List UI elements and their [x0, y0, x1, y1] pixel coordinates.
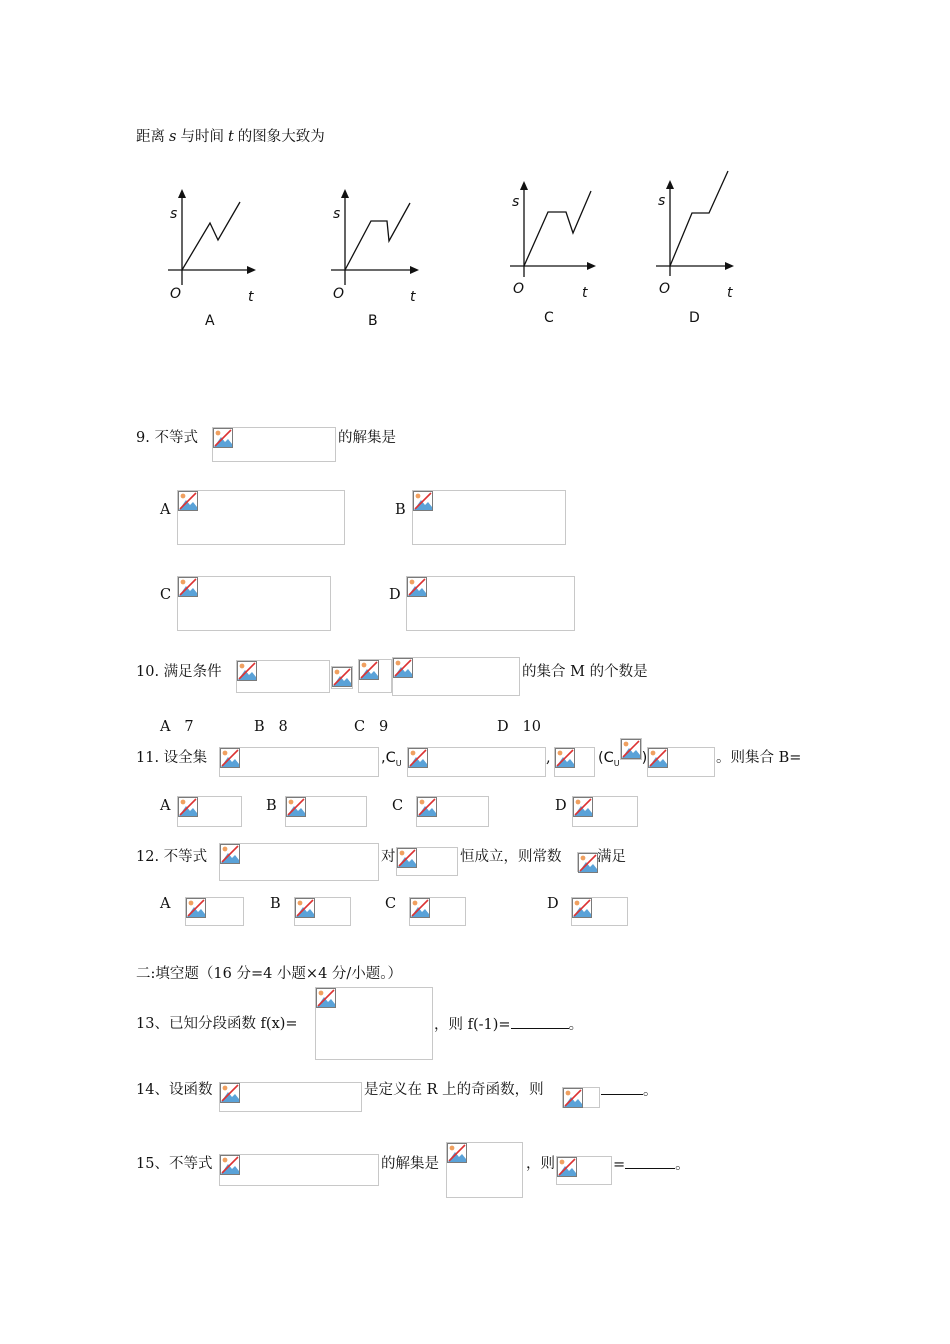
- q12-tail: 满足: [597, 849, 626, 865]
- broken-image-icon: [413, 491, 433, 511]
- broken-image-icon: [220, 748, 240, 768]
- q13-formula-image: [315, 987, 433, 1060]
- q13-prefix: 13、已知分段函数 f(x)=: [136, 1016, 298, 1032]
- broken-image-icon: [186, 898, 206, 918]
- q11-complement-2: ($C_U$ ): [598, 750, 648, 768]
- q11-option-a-letter: A: [160, 798, 171, 814]
- q14-prefix: 14、设函数: [136, 1082, 213, 1098]
- broken-image-icon: [572, 898, 592, 918]
- q14-answer-line: 。: [601, 1080, 658, 1101]
- q15-formula-image-3: [556, 1156, 612, 1185]
- graph-c-s-label: s: [512, 194, 520, 210]
- q9-option-c-image: [177, 576, 331, 631]
- q13-answer-blank[interactable]: [511, 1014, 569, 1029]
- broken-image-icon: [178, 491, 198, 511]
- graph-a-s-label: s: [170, 206, 178, 222]
- q9-number: 9. 不等式: [136, 430, 198, 446]
- q15-answer-line: = 。: [613, 1154, 690, 1175]
- q10-number: 10. 满足条件: [136, 664, 222, 680]
- broken-image-icon: [410, 898, 430, 918]
- broken-image-icon: [393, 658, 413, 678]
- q11-number: 11. 设全集: [136, 750, 208, 766]
- broken-image-icon: [332, 667, 352, 687]
- q12-option-d-image: [571, 897, 628, 926]
- graph-b-s-label: s: [333, 206, 341, 222]
- broken-image-icon: [648, 748, 668, 768]
- q12-suffix: 恒成立，则常数: [460, 849, 562, 865]
- broken-image-icon: [397, 848, 417, 868]
- q9-option-b-letter: B: [395, 502, 406, 518]
- q11-comma-2: ,: [546, 750, 551, 766]
- graph-a-t-label: t: [248, 289, 254, 305]
- q11-option-b-image: [285, 796, 367, 827]
- graph-d: [648, 168, 758, 293]
- broken-image-icon: [220, 844, 240, 864]
- graph-c-origin: O: [513, 281, 525, 297]
- q12-mid: 对: [381, 849, 396, 865]
- broken-image-icon: [359, 660, 379, 680]
- q11-formula-image-5: [647, 747, 715, 777]
- graph-b-origin: O: [333, 286, 345, 302]
- q12-option-d-letter: D: [547, 896, 559, 912]
- q10-option-b: B 8: [254, 719, 288, 735]
- q10-formula-image-1: [236, 660, 330, 693]
- broken-image-icon: [407, 577, 427, 597]
- q9-option-d-image: [406, 576, 575, 631]
- q9-option-b-image: [412, 490, 566, 545]
- q11-formula-image-1: [219, 747, 379, 777]
- q10-formula-image-2: [331, 666, 353, 689]
- q12-formula-image-1: [219, 843, 379, 881]
- q14-answer-blank[interactable]: [601, 1080, 643, 1095]
- q9-formula-image: [212, 427, 336, 462]
- q12-option-a-letter: A: [160, 896, 171, 912]
- q9-option-a-letter: A: [160, 502, 171, 518]
- graph-a-origin: O: [170, 286, 182, 302]
- q10-formula-image-4: [392, 657, 520, 696]
- q10-option-d: D 10: [497, 719, 541, 735]
- q15-answer-blank[interactable]: [625, 1154, 675, 1169]
- graph-d-caption: D: [689, 310, 700, 326]
- q9-option-d-letter: D: [389, 587, 401, 603]
- q12-option-c-letter: C: [385, 896, 397, 912]
- q11-option-b-letter: B: [266, 798, 277, 814]
- broken-image-icon: [578, 853, 598, 873]
- broken-image-icon: [213, 428, 233, 448]
- broken-image-icon: [295, 898, 315, 918]
- q15-formula-image-2: [446, 1142, 523, 1198]
- graph-c-t-label: t: [582, 285, 588, 301]
- graph-d-origin: O: [659, 281, 671, 297]
- q10-formula-image-3: [358, 659, 392, 693]
- q11-option-c-image: [416, 796, 489, 827]
- q11-option-c-letter: C: [392, 798, 404, 814]
- q12-option-b-image: [294, 897, 351, 926]
- broken-image-icon: [447, 1143, 467, 1163]
- broken-image-icon: [563, 1088, 583, 1108]
- broken-image-icon: [573, 797, 593, 817]
- q9-option-c-letter: C: [160, 587, 172, 603]
- graph-a-caption: A: [205, 313, 215, 329]
- q12-option-b-letter: B: [270, 896, 281, 912]
- q15-formula-image-1: [219, 1154, 379, 1186]
- broken-image-icon: [408, 748, 428, 768]
- q10-option-a: A 7: [160, 719, 194, 735]
- q11-option-d-image: [572, 796, 638, 827]
- q14-formula-image-2: [562, 1087, 600, 1108]
- graph-b-t-label: t: [410, 289, 416, 305]
- q13-answer-line: ，则 f(-1)= 。: [434, 1014, 583, 1035]
- graph-d-t-label: t: [727, 285, 733, 301]
- q10-suffix: 的集合 M 的个数是: [522, 664, 648, 680]
- q12-option-c-image: [409, 897, 466, 926]
- broken-image-icon: [417, 797, 437, 817]
- q11-formula-image-3: [554, 747, 595, 777]
- q11-formula-image-4: [620, 738, 642, 760]
- broken-image-icon: [220, 1155, 240, 1175]
- q14-formula-image-1: [219, 1082, 362, 1112]
- q12-option-a-image: [185, 897, 244, 926]
- graph-b-caption: B: [368, 313, 378, 329]
- section-2-title: 二:填空题（16 分=4 小题×4 分/小题。）: [136, 966, 403, 982]
- broken-image-icon: [178, 577, 198, 597]
- broken-image-icon: [237, 661, 257, 681]
- broken-image-icon: [178, 797, 198, 817]
- q11-suffix: 。则集合 B=: [716, 750, 802, 766]
- q12-formula-image-3: [577, 852, 597, 872]
- broken-image-icon: [286, 797, 306, 817]
- q12-number: 12. 不等式: [136, 849, 208, 865]
- q11-option-a-image: [177, 796, 242, 827]
- q11-option-d-letter: D: [555, 798, 567, 814]
- q14-mid: 是定义在 R 上的奇函数，则: [364, 1082, 544, 1098]
- q10-option-c: C 9: [354, 719, 389, 735]
- graph-d-s-label: s: [658, 193, 666, 209]
- broken-image-icon: [555, 748, 575, 768]
- q9-suffix: 的解集是: [338, 430, 396, 446]
- broken-image-icon: [316, 988, 336, 1008]
- broken-image-icon: [621, 739, 641, 759]
- q12-formula-image-2: [396, 847, 458, 876]
- q15-prefix: 15、不等式: [136, 1156, 213, 1172]
- graph-c-caption: C: [544, 310, 554, 326]
- intro-line: 距离 s 与时间 t 的图象大致为: [136, 129, 325, 145]
- q15-mid: 的解集是: [381, 1156, 439, 1172]
- q9-option-a-image: [177, 490, 345, 545]
- broken-image-icon: [220, 1083, 240, 1103]
- q11-complement-1: $,C_U$: [381, 750, 402, 768]
- broken-image-icon: [557, 1157, 577, 1177]
- q11-formula-image-2: [407, 747, 546, 777]
- q15-then: ，则: [526, 1156, 555, 1172]
